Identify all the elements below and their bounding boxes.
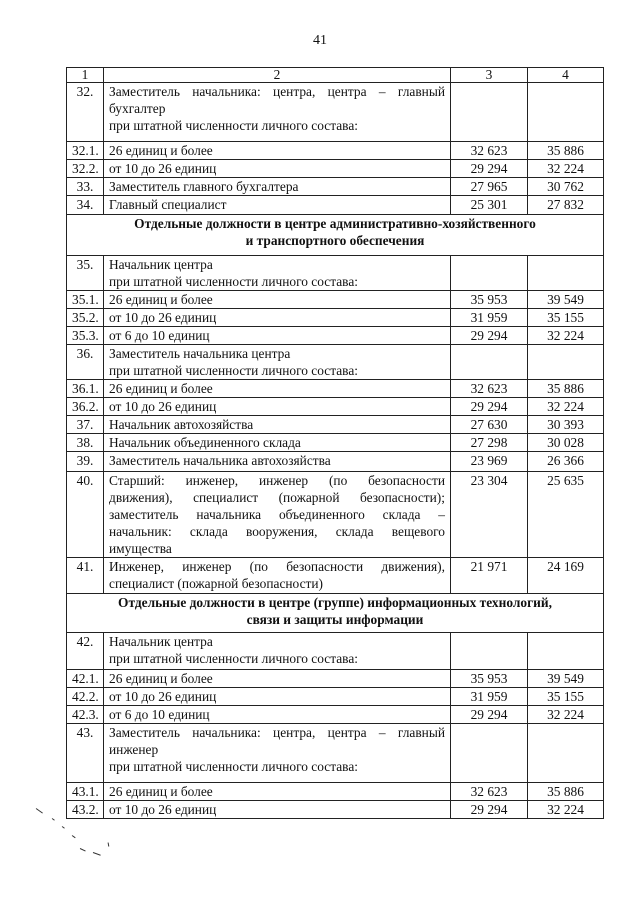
position-title <box>104 633 451 670</box>
position-title <box>104 178 451 196</box>
row-number: 43. <box>67 724 104 783</box>
table-row <box>67 724 604 783</box>
position-title-line: при штатной численности личного состава: <box>109 274 358 289</box>
scan-artifact <box>80 848 86 852</box>
table-row <box>67 327 604 345</box>
salary-value-col3: 23 969 <box>451 452 528 472</box>
row-number: 43.1. <box>67 783 104 801</box>
salary-value-col4: 39 549 <box>528 291 604 309</box>
table-row <box>67 178 604 196</box>
row-number: 42.1. <box>67 670 104 688</box>
table-row <box>67 291 604 309</box>
row-number: 43.2. <box>67 801 104 819</box>
position-title <box>104 724 451 783</box>
row-number: 35.3. <box>67 327 104 345</box>
salary-value-col4: 32 224 <box>528 398 604 416</box>
position-title <box>104 706 451 724</box>
row-number: 36. <box>67 345 104 380</box>
position-title-line: от 10 до 26 единиц <box>109 689 217 704</box>
salary-value-col4 <box>528 83 604 142</box>
table-row <box>67 801 604 819</box>
row-number: 35. <box>67 256 104 291</box>
row-number: 32.1. <box>67 142 104 160</box>
table-row <box>67 783 604 801</box>
salary-value-col3: 27 630 <box>451 416 528 434</box>
salary-value-col3: 32 623 <box>451 380 528 398</box>
position-title-line: при штатной численности личного состава: <box>109 651 358 666</box>
column-header-1: 1 <box>67 68 104 83</box>
position-title-line: Заместитель начальника: центра, центра – главный <box>109 84 445 99</box>
table-row <box>67 670 604 688</box>
position-title <box>104 398 451 416</box>
position-title-line: Заместитель начальника: центра, центра – главный <box>109 725 445 740</box>
table-row <box>67 380 604 398</box>
salary-value-col3: 35 953 <box>451 291 528 309</box>
column-header-4: 4 <box>528 68 604 83</box>
scan-artifact <box>62 826 65 829</box>
salary-value-col4: 32 224 <box>528 801 604 819</box>
position-title-line: Начальник объединенного склада <box>109 435 301 450</box>
position-title-line: Заместитель начальника центра <box>109 346 291 361</box>
table-row <box>67 83 604 142</box>
section-title-line: Отдельные должности в центре административно-хозяйственного <box>134 216 536 231</box>
position-title <box>104 345 451 380</box>
position-title-line: Начальник центра <box>109 634 213 649</box>
row-number: 42. <box>67 633 104 670</box>
position-title-line: движения), специалист (пожарной безопасности); <box>109 490 445 505</box>
position-title-line: начальник: склада вооружения, склада вещевого <box>109 524 445 539</box>
salary-value-col4: 30 762 <box>528 178 604 196</box>
position-title-line: от 10 до 26 единиц <box>109 802 217 817</box>
scan-artifact <box>36 808 43 814</box>
position-title-line: 26 единиц и более <box>109 292 213 307</box>
position-title <box>104 558 451 594</box>
position-title-line: от 10 до 26 единиц <box>109 161 217 176</box>
salary-value-col3: 29 294 <box>451 327 528 345</box>
row-number: 32. <box>67 83 104 142</box>
salary-value-col3 <box>451 633 528 670</box>
salary-value-col4: 39 549 <box>528 670 604 688</box>
row-number: 37. <box>67 416 104 434</box>
salary-value-col4: 35 155 <box>528 309 604 327</box>
section-title <box>67 594 604 633</box>
position-title <box>104 291 451 309</box>
table-row <box>67 196 604 215</box>
position-title <box>104 380 451 398</box>
position-title-line: от 10 до 26 единиц <box>109 310 217 325</box>
row-number: 40. <box>67 472 104 558</box>
section-title-line: связи и защиты информации <box>246 612 424 627</box>
scan-artifact <box>52 818 55 821</box>
position-title-line: Инженер, инженер (по безопасности движения), <box>109 559 445 574</box>
salary-value-col3: 27 298 <box>451 434 528 452</box>
position-title <box>104 434 451 452</box>
row-number: 38. <box>67 434 104 452</box>
scan-artifact <box>93 852 101 856</box>
salary-value-col3 <box>451 724 528 783</box>
salary-value-col3 <box>451 256 528 291</box>
position-title <box>104 327 451 345</box>
row-number: 42.2. <box>67 688 104 706</box>
position-title-line: 26 единиц и более <box>109 143 213 158</box>
row-number: 34. <box>67 196 104 215</box>
position-title-line: Заместитель начальника автохозяйства <box>109 453 331 468</box>
row-number: 32.2. <box>67 160 104 178</box>
position-title-line: от 10 до 26 единиц <box>109 399 217 414</box>
table-row <box>67 633 604 670</box>
salary-value-col3: 27 965 <box>451 178 528 196</box>
position-title <box>104 783 451 801</box>
scan-artifact <box>107 842 109 846</box>
position-title-line: при штатной численности личного состава: <box>109 363 358 378</box>
position-title-line: инженер <box>109 742 159 757</box>
row-number: 36.1. <box>67 380 104 398</box>
column-header-3: 3 <box>451 68 528 83</box>
section-title <box>67 215 604 256</box>
table-row <box>67 452 604 472</box>
salary-value-col4 <box>528 256 604 291</box>
row-number: 36.2. <box>67 398 104 416</box>
position-title <box>104 452 451 472</box>
page-number: 41 <box>313 33 327 48</box>
section-header-row <box>67 594 604 633</box>
table-row <box>67 398 604 416</box>
salary-table <box>66 67 604 819</box>
position-title <box>104 801 451 819</box>
salary-value-col4: 32 224 <box>528 160 604 178</box>
section-header-row <box>67 215 604 256</box>
salary-value-col3 <box>451 83 528 142</box>
salary-value-col4: 32 224 <box>528 327 604 345</box>
position-title <box>104 670 451 688</box>
salary-value-col4 <box>528 633 604 670</box>
salary-value-col4: 35 886 <box>528 142 604 160</box>
position-title <box>104 309 451 327</box>
position-title <box>104 416 451 434</box>
salary-value-col3: 32 623 <box>451 142 528 160</box>
position-title <box>104 83 451 142</box>
salary-value-col3: 23 304 <box>451 472 528 558</box>
position-title-line: при штатной численности личного состава: <box>109 759 358 774</box>
table-row <box>67 706 604 724</box>
table-row <box>67 160 604 178</box>
position-title-line: имущества <box>109 541 172 556</box>
salary-value-col4: 35 886 <box>528 380 604 398</box>
position-title-line: от 6 до 10 единиц <box>109 328 210 343</box>
salary-value-col3: 29 294 <box>451 160 528 178</box>
salary-value-col3: 31 959 <box>451 309 528 327</box>
salary-value-col4: 32 224 <box>528 706 604 724</box>
section-title-line: Отдельные должности в центре (группе) информационных технологий, <box>118 595 552 610</box>
position-title-line: 26 единиц и более <box>109 784 213 799</box>
position-title-line: 26 единиц и более <box>109 381 213 396</box>
salary-value-col3: 29 294 <box>451 801 528 819</box>
table-row <box>67 558 604 594</box>
salary-value-col4 <box>528 724 604 783</box>
salary-value-col4: 30 393 <box>528 416 604 434</box>
row-number: 39. <box>67 452 104 472</box>
table-row <box>67 309 604 327</box>
column-header-2: 2 <box>104 68 451 83</box>
row-number: 41. <box>67 558 104 594</box>
position-title-line: 26 единиц и более <box>109 671 213 686</box>
position-title-line: Начальник центра <box>109 257 213 272</box>
salary-value-col4 <box>528 345 604 380</box>
salary-value-col4: 35 155 <box>528 688 604 706</box>
salary-value-col3: 29 294 <box>451 398 528 416</box>
table-row <box>67 688 604 706</box>
position-title <box>104 160 451 178</box>
row-number: 33. <box>67 178 104 196</box>
table-row <box>67 142 604 160</box>
position-title <box>104 142 451 160</box>
position-title <box>104 196 451 215</box>
position-title-line: бухгалтер <box>109 101 166 116</box>
column-header-row <box>67 68 604 83</box>
salary-value-col4: 27 832 <box>528 196 604 215</box>
section-title-line: и транспортного обеспечения <box>245 233 425 248</box>
salary-value-col3: 35 953 <box>451 670 528 688</box>
table-row <box>67 345 604 380</box>
table-row <box>67 434 604 452</box>
position-title-line: заместитель начальника объединенного склада – <box>109 507 445 522</box>
position-title <box>104 256 451 291</box>
position-title-line: Главный специалист <box>109 197 227 212</box>
position-title-line: при штатной численности личного состава: <box>109 118 358 133</box>
salary-value-col4: 35 886 <box>528 783 604 801</box>
salary-value-col3: 25 301 <box>451 196 528 215</box>
salary-value-col4: 24 169 <box>528 558 604 594</box>
row-number: 35.2. <box>67 309 104 327</box>
position-title <box>104 472 451 558</box>
salary-value-col3: 32 623 <box>451 783 528 801</box>
salary-value-col3: 21 971 <box>451 558 528 594</box>
position-title-line: Старший: инженер, инженер (по безопасности <box>109 473 445 488</box>
salary-value-col4: 30 028 <box>528 434 604 452</box>
position-title-line: Начальник автохозяйства <box>109 417 254 432</box>
salary-value-col4: 26 366 <box>528 452 604 472</box>
row-number: 42.3. <box>67 706 104 724</box>
position-title-line: от 6 до 10 единиц <box>109 707 210 722</box>
salary-value-col4: 25 635 <box>528 472 604 558</box>
table-row <box>67 416 604 434</box>
position-title-line: Заместитель главного бухгалтера <box>109 179 299 194</box>
table-row <box>67 472 604 558</box>
position-title <box>104 688 451 706</box>
table-row <box>67 256 604 291</box>
row-number: 35.1. <box>67 291 104 309</box>
scan-artifact <box>72 835 76 838</box>
salary-value-col3: 31 959 <box>451 688 528 706</box>
salary-value-col3: 29 294 <box>451 706 528 724</box>
salary-value-col3 <box>451 345 528 380</box>
position-title-line: специалист (пожарной безопасности) <box>109 576 324 591</box>
